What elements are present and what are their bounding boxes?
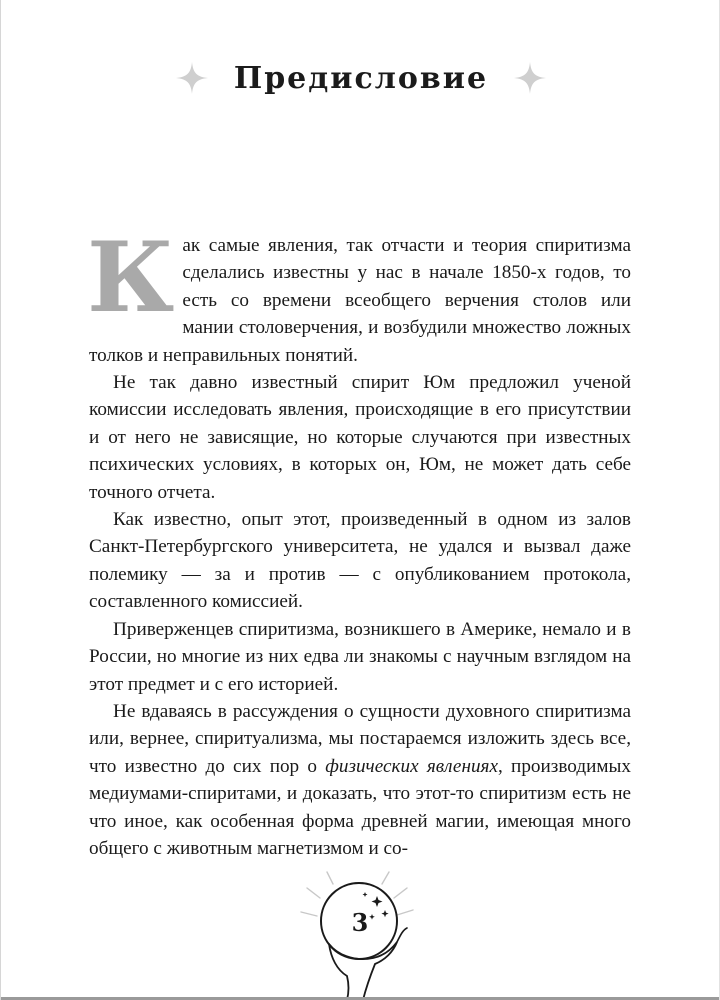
paragraph-4: Приверженцев спиритизма, возникшего в Америке, немало и в России, но многие из них едва ли знакомы с научным взглядом на этот предмет и с его историей.: [89, 618, 631, 695]
emphasis: физических явлениях: [325, 755, 498, 777]
sparkle-right-icon: [514, 62, 546, 94]
page-number-ornament: [293, 858, 429, 1000]
paragraph-2: Не так давно известный спирит Юм предложил ученой комиссии исследовать явления, происходящие в его присутствии и от него не зависящие, но которые случаются при известных психических условиях, в которых он, Юм, не может дать себе точного отчета.: [89, 372, 631, 503]
paragraph-5: Не вдаваясь в рассуждения о сущности духовного спиритизма или, вернее, спиритуализма, мы постараемся изложить здесь все, что известно до сих пор о физических явлениях, производимых медиумами-спиритами, и доказать, что этот-то спиритизм есть не что иное, как особенная форма древней магии, имеющая много общего с животным магнетизмом и со-: [89, 700, 631, 859]
body-text: [87, 221, 631, 862]
sparkle-left-icon: [176, 62, 208, 94]
chapter-title: Предисловие: [233, 60, 489, 96]
chapter-header: [1, 52, 720, 104]
page-number: 3: [351, 908, 369, 937]
drop-cap: К: [87, 221, 175, 334]
paragraph-1: Как самые явления, так отчасти и теория спиритизма сделались известны у нас в начале 1850-х годов, то есть со времени всеобщего верчения столов или мании столоверчения, и возбудили множество ложных толков и неправильных понятий.: [87, 221, 631, 366]
paragraph-3: Как известно, опыт этот, произведенный в одном из залов Санкт-Петербургского университета, не удался и вызвал даже полемику — за и против — с опубликованием протокола, составленного комиссией.: [89, 509, 631, 613]
